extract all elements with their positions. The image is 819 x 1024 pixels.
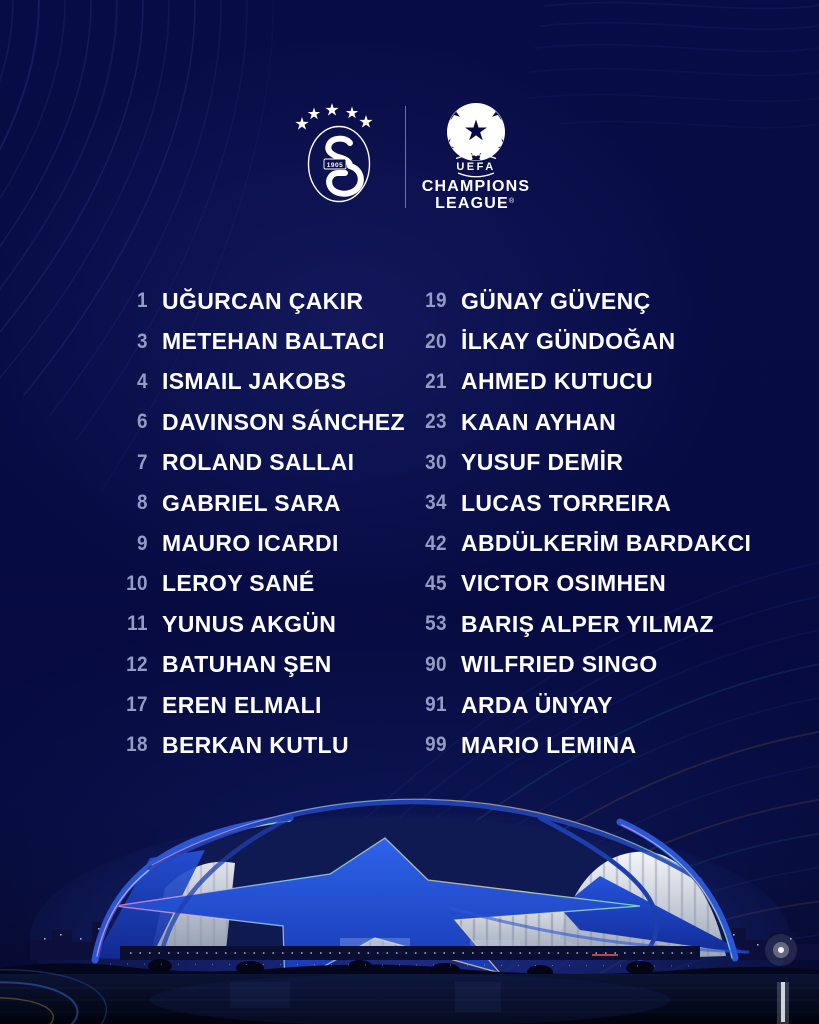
player-row: [96, 651, 405, 678]
player-number: 17: [126, 693, 148, 717]
squad-roster: [96, 281, 756, 766]
player-name: ABDÜLKERİM BARDAKCI: [461, 530, 752, 557]
player-name: KAAN AYHAN: [461, 408, 617, 435]
player-row: [388, 611, 756, 638]
player-name: GABRIEL SARA: [162, 489, 341, 516]
player-number: 23: [425, 410, 447, 434]
player-number: 4: [137, 369, 148, 393]
player-number: 30: [425, 450, 447, 474]
player-name: UĞURCAN ÇAKIR: [162, 287, 364, 314]
header-divider: [405, 106, 406, 208]
player-number: 9: [137, 531, 148, 555]
player-number: 19: [425, 289, 447, 313]
player-number: 8: [137, 491, 148, 515]
player-number: 11: [127, 612, 148, 636]
player-number: 91: [425, 693, 447, 717]
player-number: 45: [425, 571, 447, 595]
player-number: 12: [126, 652, 148, 676]
player-name: METEHAN BALTACI: [162, 328, 385, 355]
player-number: 53: [425, 612, 447, 636]
player-number: 6: [137, 410, 148, 434]
player-row: [388, 651, 756, 678]
player-number: 10: [126, 571, 148, 595]
ucl-stadium-artwork: [0, 788, 819, 1024]
player-row: [96, 732, 405, 759]
crest-founded-label: 1905: [326, 162, 344, 169]
player-row: [96, 692, 405, 719]
player-name: MAURO ICARDI: [162, 530, 339, 557]
player-number: 7: [137, 450, 148, 474]
player-name: ARDA ÜNYAY: [461, 691, 613, 718]
roster-col-left: [96, 281, 405, 766]
player-number: 34: [425, 491, 447, 515]
player-row: [96, 409, 405, 436]
player-name: BERKAN KUTLU: [162, 731, 349, 758]
player-name: ISMAIL JAKOBS: [162, 368, 347, 395]
player-row: [388, 368, 756, 395]
player-row: [388, 409, 756, 436]
player-row: [96, 328, 405, 355]
player-row: [96, 570, 405, 597]
player-name: GÜNAY GÜVENÇ: [461, 287, 651, 314]
player-number: 1: [137, 289, 148, 313]
player-name: BARIŞ ALPER YILMAZ: [461, 610, 714, 637]
player-row: [96, 611, 405, 638]
player-row: [388, 328, 756, 355]
player-row: [388, 530, 756, 557]
player-row: [388, 570, 756, 597]
player-row: [96, 449, 405, 476]
player-number: 99: [425, 733, 447, 757]
player-number: 20: [425, 329, 447, 353]
player-name: ROLAND SALLAI: [162, 449, 355, 476]
water: [0, 974, 819, 1024]
player-row: [388, 288, 756, 315]
galatasaray-crest-icon: [293, 100, 377, 206]
ucl-starball-icon: [420, 100, 540, 212]
player-row: [96, 288, 405, 315]
player-number: 18: [126, 733, 148, 757]
player-row: [388, 490, 756, 517]
crest-stars: [295, 103, 372, 130]
player-number: 42: [425, 531, 447, 555]
roster-col-right: [388, 281, 756, 766]
player-name: YUSUF DEMİR: [461, 449, 624, 476]
player-number: 90: [425, 652, 447, 676]
player-name: VICTOR OSIMHEN: [461, 570, 667, 597]
player-row: [96, 490, 405, 517]
player-name: AHMED KUTUCU: [461, 368, 654, 395]
player-name: BATUHAN ŞEN: [162, 651, 332, 678]
player-row: [388, 732, 756, 759]
player-name: WILFRIED SINGO: [461, 651, 658, 678]
player-number: 21: [425, 369, 447, 393]
player-name: İLKAY GÜNDOĞAN: [461, 328, 676, 355]
uefa-org-label: UEFA: [456, 161, 496, 173]
player-number: 3: [137, 329, 148, 353]
ucl-title-line2: LEAGUE: [435, 195, 509, 212]
player-name: YUNUS AKGÜN: [162, 610, 337, 637]
player-name: EREN ELMALI: [162, 691, 322, 718]
player-row: [388, 692, 756, 719]
player-name: LEROY SANÉ: [162, 570, 315, 597]
player-row: [96, 368, 405, 395]
ucl-title-line1: CHAMPIONS: [421, 178, 531, 195]
player-name: LUCAS TORREIRA: [461, 489, 672, 516]
registered-mark: ®: [509, 198, 515, 205]
player-name: MARIO LEMINA: [461, 731, 637, 758]
player-name: DAVINSON SÁNCHEZ: [162, 408, 405, 435]
player-row: [96, 530, 405, 557]
player-row: [388, 449, 756, 476]
